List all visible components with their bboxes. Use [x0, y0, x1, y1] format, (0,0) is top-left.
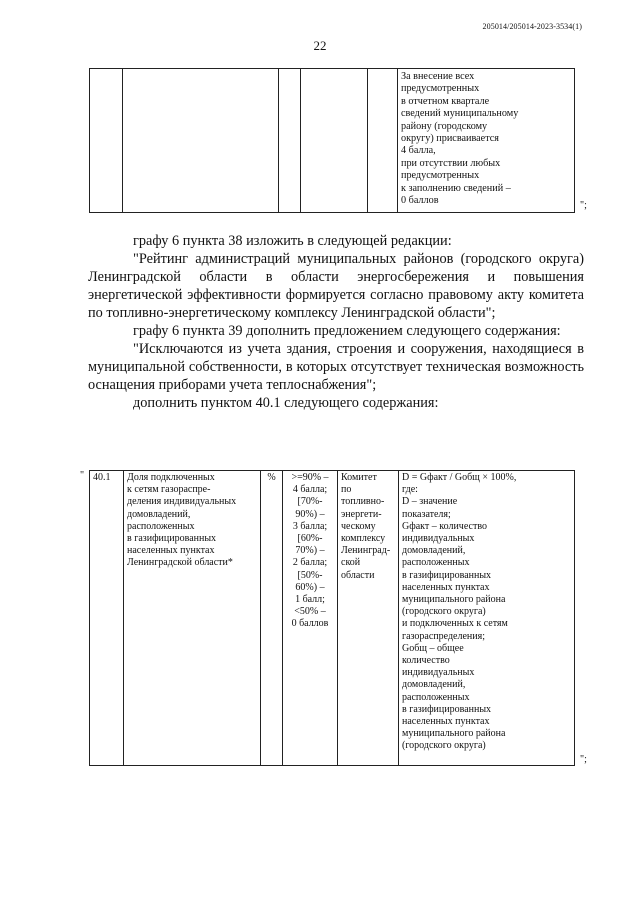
scoring-rule-cell: За внесение всех предусмотренных в отчетном квартале сведений муниципальному району (городскому округу) присваивается 4 балла, при отсутствии любых предусмотренных к заполнению сведений – 0 баллов [398, 69, 575, 213]
table-cell-empty [90, 69, 123, 213]
indicator-cell: Доля подключенных к сетям газораспре- деления индивидуальных домовладений, расположенных в газифицированных населенных пунктах Ленинградской области* [124, 471, 261, 766]
item-number-cell: 40.1 [90, 471, 124, 766]
scoring-cell: >=90% – 4 балла; [70%- 90%) – 3 балла; [60%- 70%) – 2 балла; [50%- 60%) – 1 балл; <50% – 0 баллов [283, 471, 338, 766]
paragraph-rating-text: "Рейтинг администраций муниципальных районов (городского округа) Ленинградской области в области энергосбережения и повышения энергетической эффективности формируется согласно правовому акту комитета по топливно-энергетическому комплексу Ленинградской области"; [88, 251, 584, 321]
item-40-1-table [89, 470, 575, 766]
paragraph-add-item40-1: дополнить пунктом 40.1 следующего содержания: [133, 395, 439, 411]
closing-quote: "; [580, 754, 587, 765]
paragraph-column6-item39: графу 6 пункта 39 дополнить предложением следующего содержания: [133, 323, 561, 339]
formula-cell: D = Gфакт / Gобщ × 100%, где: D – значение показателя; Gфакт – количество индивидуальных домовладений, расположенных в газифицированных населенных пунктах муниципального района (городского округа) и подключенных к сетям газораспределения; Gобщ – общее количество индивидуальных домовладений, расположенных в газифицированных населенных пунктах муниципального района (городского округа) [399, 471, 575, 766]
closing-quote: "; [580, 200, 587, 211]
unit-cell: % [261, 471, 283, 766]
opening-quote: " [80, 470, 85, 481]
continued-table [89, 68, 575, 213]
table-cell-empty [279, 69, 301, 213]
paragraph-column6-item38: графу 6 пункта 38 изложить в следующей редакции: [133, 233, 452, 249]
table-cell-empty [368, 69, 398, 213]
table-cell-empty [301, 69, 368, 213]
paragraph-exclusion-text: "Исключаются из учета здания, строения и сооружения, находящиеся в муниципальной собственности, в которых отсутствует техническая возможность оснащения приборами учета теплоснабжения"; [88, 341, 584, 393]
document-number: 205014/205014-2023-3534(1) [482, 22, 582, 31]
responsible-body-cell: Комитет по топливно- энергети- ческому комплексу Ленинград- ской области [338, 471, 399, 766]
table-cell-empty [123, 69, 279, 213]
page-number: 22 [313, 38, 327, 53]
amendment-text [88, 232, 584, 412]
